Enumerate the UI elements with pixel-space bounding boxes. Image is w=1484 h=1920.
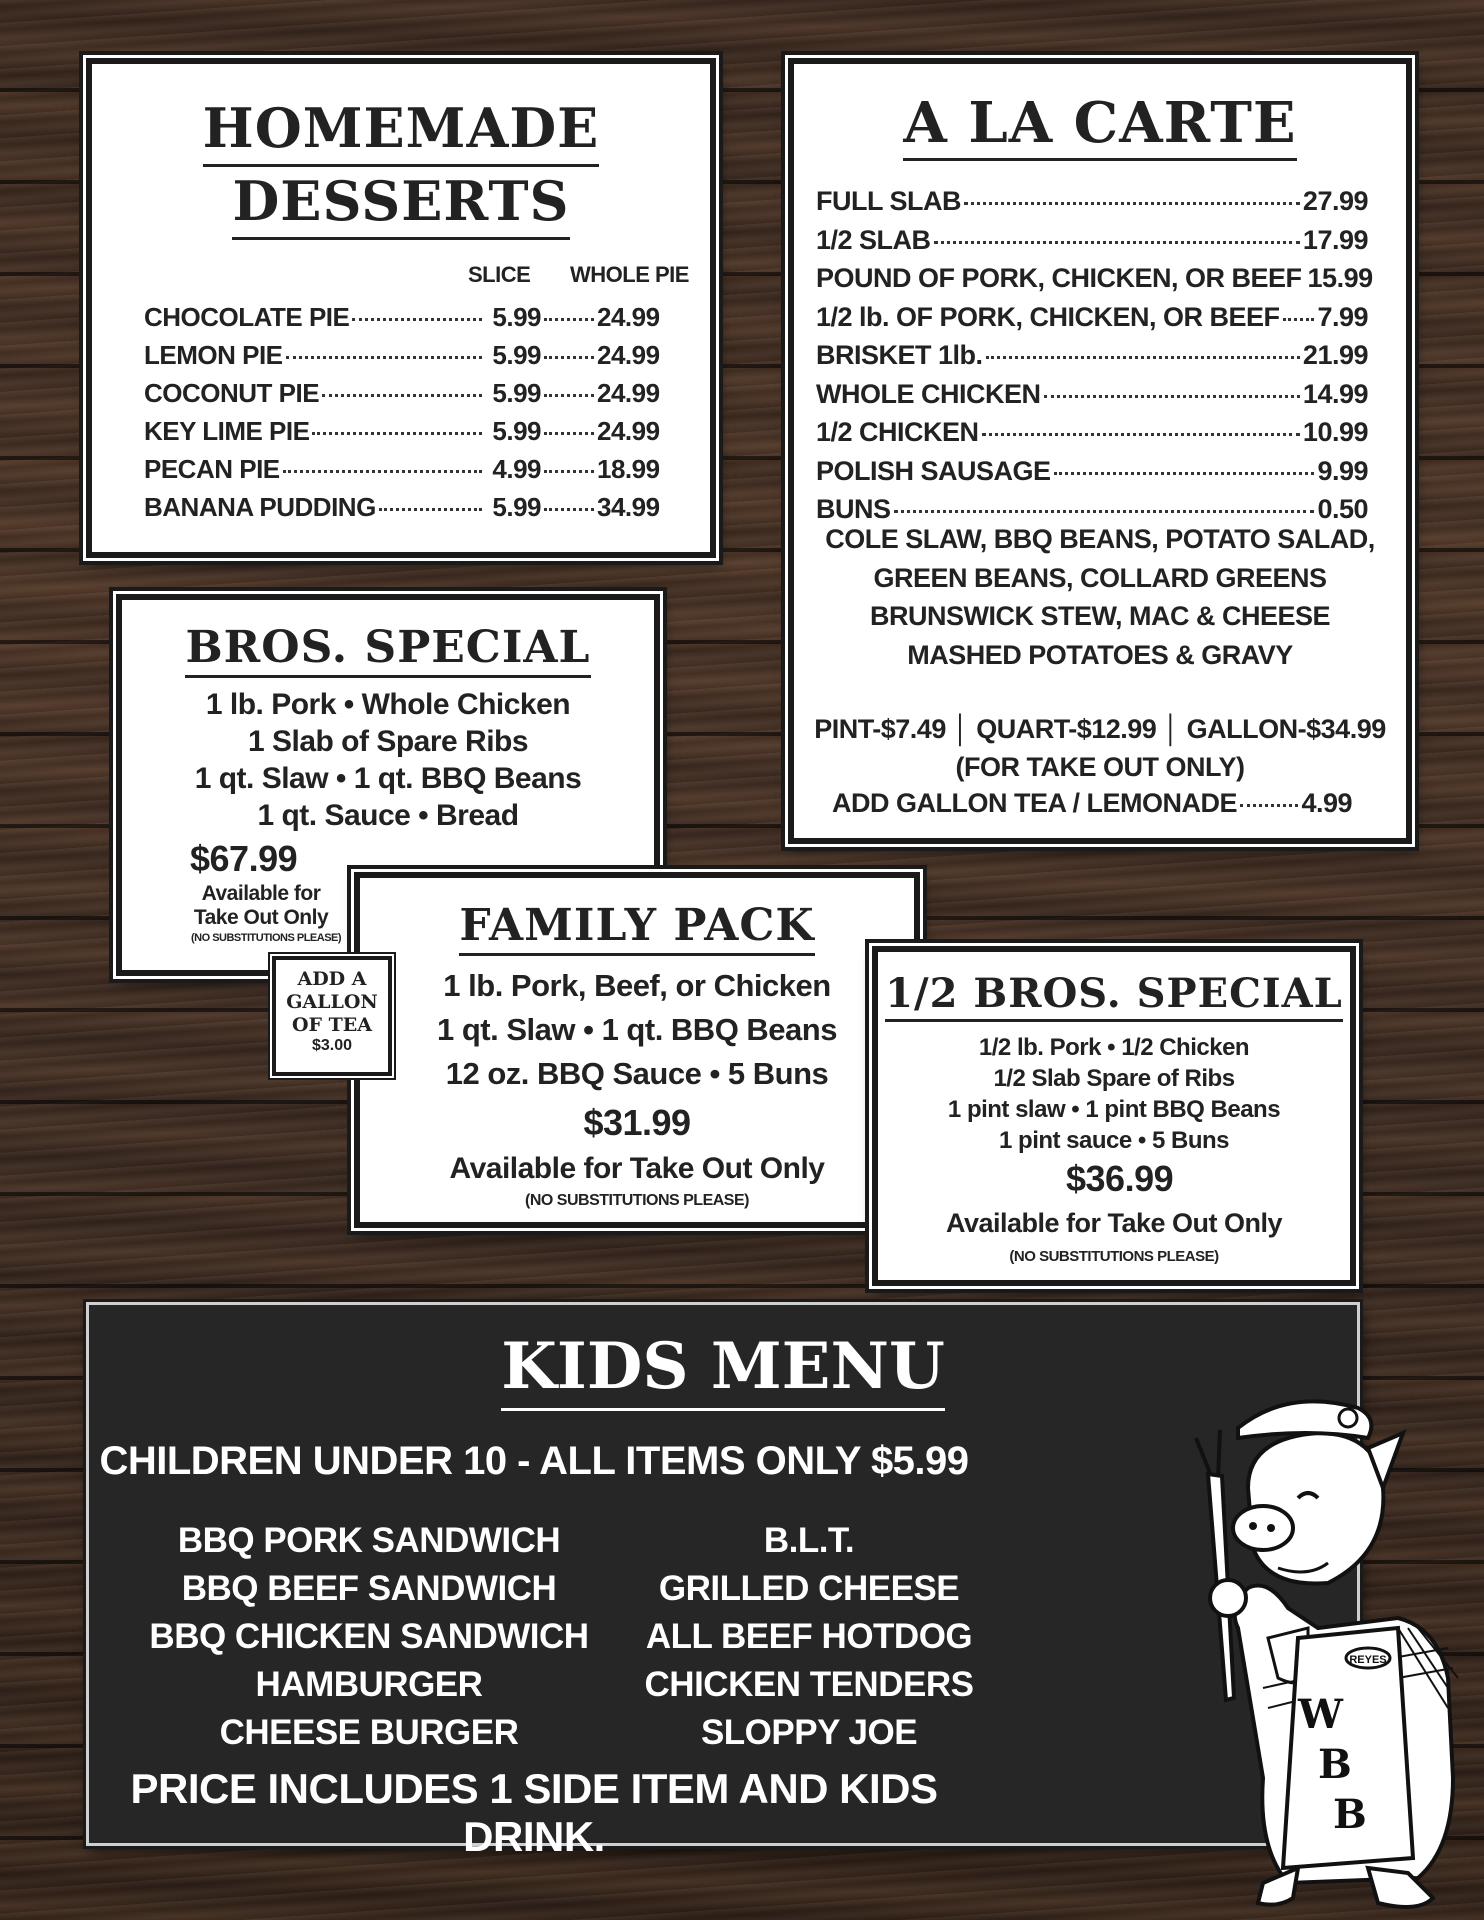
kids-menu-right-column <box>589 1517 1029 1757</box>
half-bros-line: 1 pint slaw • 1 pint BBQ Beans <box>947 1096 1281 1123</box>
family-line: 1 qt. Slaw • 1 qt. BBQ Beans <box>437 1012 837 1047</box>
bros-availability: Available for Take Out Only <box>193 882 329 929</box>
kids-item: B.L.T. <box>763 1521 855 1560</box>
add-tea-badge: ADD A GALLON OF TEA $3.00 <box>272 956 392 1076</box>
family-pack-contents <box>360 964 914 1096</box>
dessert-item: PECAN PIE 4.99 18.99 <box>144 454 660 484</box>
side-sizes <box>794 710 1406 786</box>
sides-line: BRUNSWICK STEW, MAC & CHEESE <box>869 601 1331 631</box>
kids-menu-footer: PRICE INCLUDES 1 SIDE ITEM AND KIDS DRINK. <box>130 1765 938 1860</box>
kids-menu-left-column <box>149 1517 589 1757</box>
alacarte-item: BRISKET 1lb. 21.99 <box>816 340 1368 370</box>
desserts-list <box>144 298 659 526</box>
family-pack-title: FAMILY PACK <box>360 900 914 956</box>
alacarte-title: A LA CARTE <box>794 90 1406 161</box>
family-pack-panel <box>354 872 920 1228</box>
family-pack-price: $31.99 <box>583 1102 691 1143</box>
bros-line: 1 qt. Sauce • Bread <box>257 799 519 832</box>
alacarte-item: POUND OF PORK, CHICKEN, OR BEEF 15.99 <box>816 263 1373 293</box>
alacarte-panel <box>788 58 1412 844</box>
kids-item: BBQ CHICKEN SANDWICH <box>149 1617 589 1656</box>
alacarte-item: FULL SLAB 27.99 <box>816 186 1368 216</box>
half-bros-availability: Available for Take Out Only <box>945 1208 1283 1238</box>
half-bros-price: $36.99 <box>1066 1158 1174 1199</box>
desserts-panel <box>86 58 716 558</box>
half-bros-line: 1/2 Slab Spare of Ribs <box>993 1065 1235 1092</box>
bros-special-contents <box>122 686 654 834</box>
alacarte-item: POLISH SAUSAGE 9.99 <box>816 455 1368 486</box>
svg-text:W: W <box>1298 1691 1343 1738</box>
add-tea-item: ADD GALLON TEA / LEMONADE 4.99 <box>832 788 1352 818</box>
sides-line: COLE SLAW, BBQ BEANS, POTATO SALAD, <box>825 524 1375 554</box>
dessert-item: KEY LIME PIE 5.99 24.99 <box>144 416 660 446</box>
dessert-item: LEMON PIE 5.99 24.99 <box>144 340 660 370</box>
dessert-item: COCONUT PIE 5.99 24.99 <box>144 378 660 408</box>
kids-item: CHICKEN TENDERS <box>644 1665 974 1704</box>
bros-no-substitutions: (NO SUBSTITUTIONS PLEASE) <box>190 932 342 944</box>
dessert-item: CHOCOLATE PIE 5.99 24.99 <box>144 302 660 332</box>
family-availability: Available for Take Out Only <box>449 1152 825 1185</box>
whole-pie-column-header: WHOLE PIE <box>570 262 689 287</box>
half-bros-no-substitutions: (NO SUBSTITUTIONS PLEASE) <box>1009 1248 1219 1265</box>
sides-list <box>794 520 1406 674</box>
tea-badge-price: $3.00 <box>311 1037 353 1054</box>
family-no-substitutions: (NO SUBSTITUTIONS PLEASE) <box>525 1192 749 1209</box>
sides-line: GREEN BEANS, COLLARD GREENS <box>873 562 1327 593</box>
kids-item: BBQ PORK SANDWICH <box>177 1521 561 1560</box>
bros-special-title: BROS. SPECIAL <box>122 622 654 678</box>
kids-item: BBQ BEEF SANDWICH <box>181 1569 557 1608</box>
alacarte-item: 1/2 CHICKEN 10.99 <box>816 417 1368 447</box>
takeout-note: (FOR TAKE OUT ONLY) <box>955 752 1245 782</box>
bros-line: 1 lb. Pork • Whole Chicken <box>205 688 571 721</box>
kids-item: ALL BEEF HOTDOG <box>645 1617 973 1656</box>
side-size-prices: PINT-$7.49 │ QUART-$12.99 │ GALLON-$34.99 <box>814 714 1386 744</box>
kids-item: SLOPPY JOE <box>700 1713 918 1752</box>
half-bros-special-panel <box>872 946 1356 1286</box>
bros-special-price: $67.99 <box>190 838 298 879</box>
sides-line: MASHED POTATOES & GRAVY <box>907 639 1293 670</box>
alacarte-item: 1/2 lb. OF PORK, CHICKEN, OR BEEF 7.99 <box>816 301 1368 332</box>
family-line: 12 oz. BBQ Sauce • 5 Buns <box>445 1056 829 1091</box>
alacarte-item: 1/2 SLAB 17.99 <box>816 224 1368 255</box>
bros-line: 1 Slab of Spare Ribs <box>247 725 529 758</box>
alacarte-item: BUNS 0.50 <box>816 494 1368 524</box>
kids-menu-title: KIDS MENU <box>89 1329 1357 1404</box>
half-bros-line: 1 pint sauce • 5 Buns <box>999 1127 1229 1154</box>
kids-item: GRILLED CHEESE <box>658 1569 960 1608</box>
half-bros-line: 1/2 lb. Pork • 1/2 Chicken <box>978 1034 1250 1061</box>
slice-column-header: SLICE <box>468 262 531 287</box>
dessert-item: BANANA PUDDING 5.99 34.99 <box>144 492 660 522</box>
svg-text:B: B <box>1318 1741 1352 1788</box>
half-bros-title: 1/2 BROS. SPECIAL <box>878 970 1350 1022</box>
bros-line: 1 qt. Slaw • 1 qt. BBQ Beans <box>194 762 582 795</box>
family-line: 1 lb. Pork, Beef, or Chicken <box>443 968 831 1003</box>
kids-item: HAMBURGER <box>255 1665 483 1704</box>
pig-chef-mascot-icon <box>1168 1378 1478 1918</box>
kids-item: CHEESE BURGER <box>219 1713 519 1752</box>
half-bros-contents <box>878 1032 1350 1156</box>
kids-menu-subtitle: CHILDREN UNDER 10 - ALL ITEMS ONLY $5.99 <box>99 1439 969 1483</box>
mascot-name-tag: REYES <box>1349 1654 1387 1666</box>
alacarte-list <box>816 182 1373 529</box>
svg-text:B: B <box>1333 1791 1367 1838</box>
desserts-title: HOMEMADE DESSERTS <box>92 94 710 240</box>
alacarte-item: WHOLE CHICKEN 14.99 <box>816 378 1368 409</box>
